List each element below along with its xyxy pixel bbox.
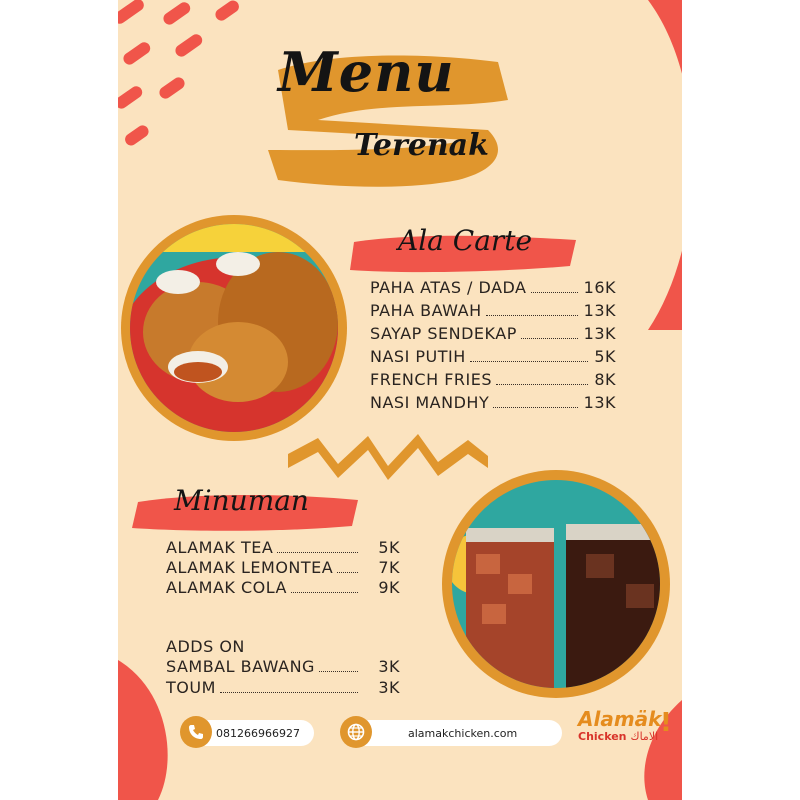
item-name: NASI MANDHY	[370, 393, 490, 412]
item-price: 3K	[378, 657, 400, 676]
menu-item	[370, 278, 616, 297]
phone-icon	[180, 716, 212, 748]
globe-icon	[340, 716, 372, 748]
item-price: 5K	[594, 347, 616, 366]
item-name: PAHA BAWAH	[370, 301, 482, 320]
menu-item	[370, 393, 616, 412]
adds-on-title: ADDS ON	[166, 637, 245, 656]
minuman-title: Minuman	[174, 484, 309, 517]
item-name: ALAMAK COLA	[166, 578, 287, 597]
item-price: 13K	[583, 324, 616, 343]
menu-item	[370, 301, 616, 320]
item-price: 3K	[378, 678, 400, 697]
item-name: PAHA ATAS / DADA	[370, 278, 527, 297]
drinks-photo	[436, 464, 676, 704]
leader-dots	[521, 328, 578, 339]
item-name: FRENCH FRIES	[370, 370, 492, 389]
item-price: 7K	[378, 558, 400, 577]
item-name: ALAMAK TEA	[166, 538, 274, 557]
website-link[interactable]: alamakchicken.com	[408, 726, 518, 740]
website-pill[interactable]	[342, 720, 562, 746]
logo-text-sub: Chicken	[578, 730, 627, 743]
menu-item	[370, 370, 616, 389]
menu-item	[166, 657, 400, 676]
item-name: TOUM	[166, 678, 216, 697]
leader-dots	[493, 397, 577, 408]
leader-dots	[496, 374, 588, 385]
logo-text-main: Alamäk	[578, 707, 662, 731]
menu-item	[370, 347, 616, 366]
decorative-dashes	[118, 0, 258, 180]
chicken-photo	[118, 212, 368, 442]
menu-title: Menu	[278, 40, 455, 104]
menu-item	[370, 324, 616, 343]
item-price: 16K	[583, 278, 616, 297]
exclamation-icon: !	[660, 708, 672, 738]
leader-dots	[220, 682, 358, 693]
item-name: SAMBAL BAWANG	[166, 657, 315, 676]
item-name: ALAMAK LEMONTEA	[166, 558, 334, 577]
leader-dots	[319, 661, 358, 672]
ala-carte-title: Ala Carte	[398, 224, 533, 257]
leader-dots	[337, 562, 358, 573]
item-price: 13K	[583, 301, 616, 320]
item-price: 13K	[583, 393, 616, 412]
menu-item	[166, 558, 400, 577]
menu-item	[166, 678, 400, 697]
leader-dots	[531, 282, 578, 293]
menu-poster	[118, 0, 682, 800]
item-price: 8K	[594, 370, 616, 389]
phone-number: 081266966927	[216, 726, 300, 740]
leader-dots	[486, 305, 578, 316]
menu-item	[166, 538, 400, 557]
leader-dots	[277, 542, 358, 553]
leader-dots	[291, 582, 358, 593]
item-name: NASI PUTIH	[370, 347, 466, 366]
item-price: 5K	[378, 538, 400, 557]
menu-subtitle: Terenak	[354, 128, 489, 163]
menu-item	[166, 578, 400, 597]
leader-dots	[470, 351, 589, 362]
item-name: SAYAP SENDEKAP	[370, 324, 517, 343]
brand-logo	[578, 707, 672, 752]
item-price: 9K	[378, 578, 400, 597]
logo-text-arabic: الاماك	[630, 730, 659, 743]
